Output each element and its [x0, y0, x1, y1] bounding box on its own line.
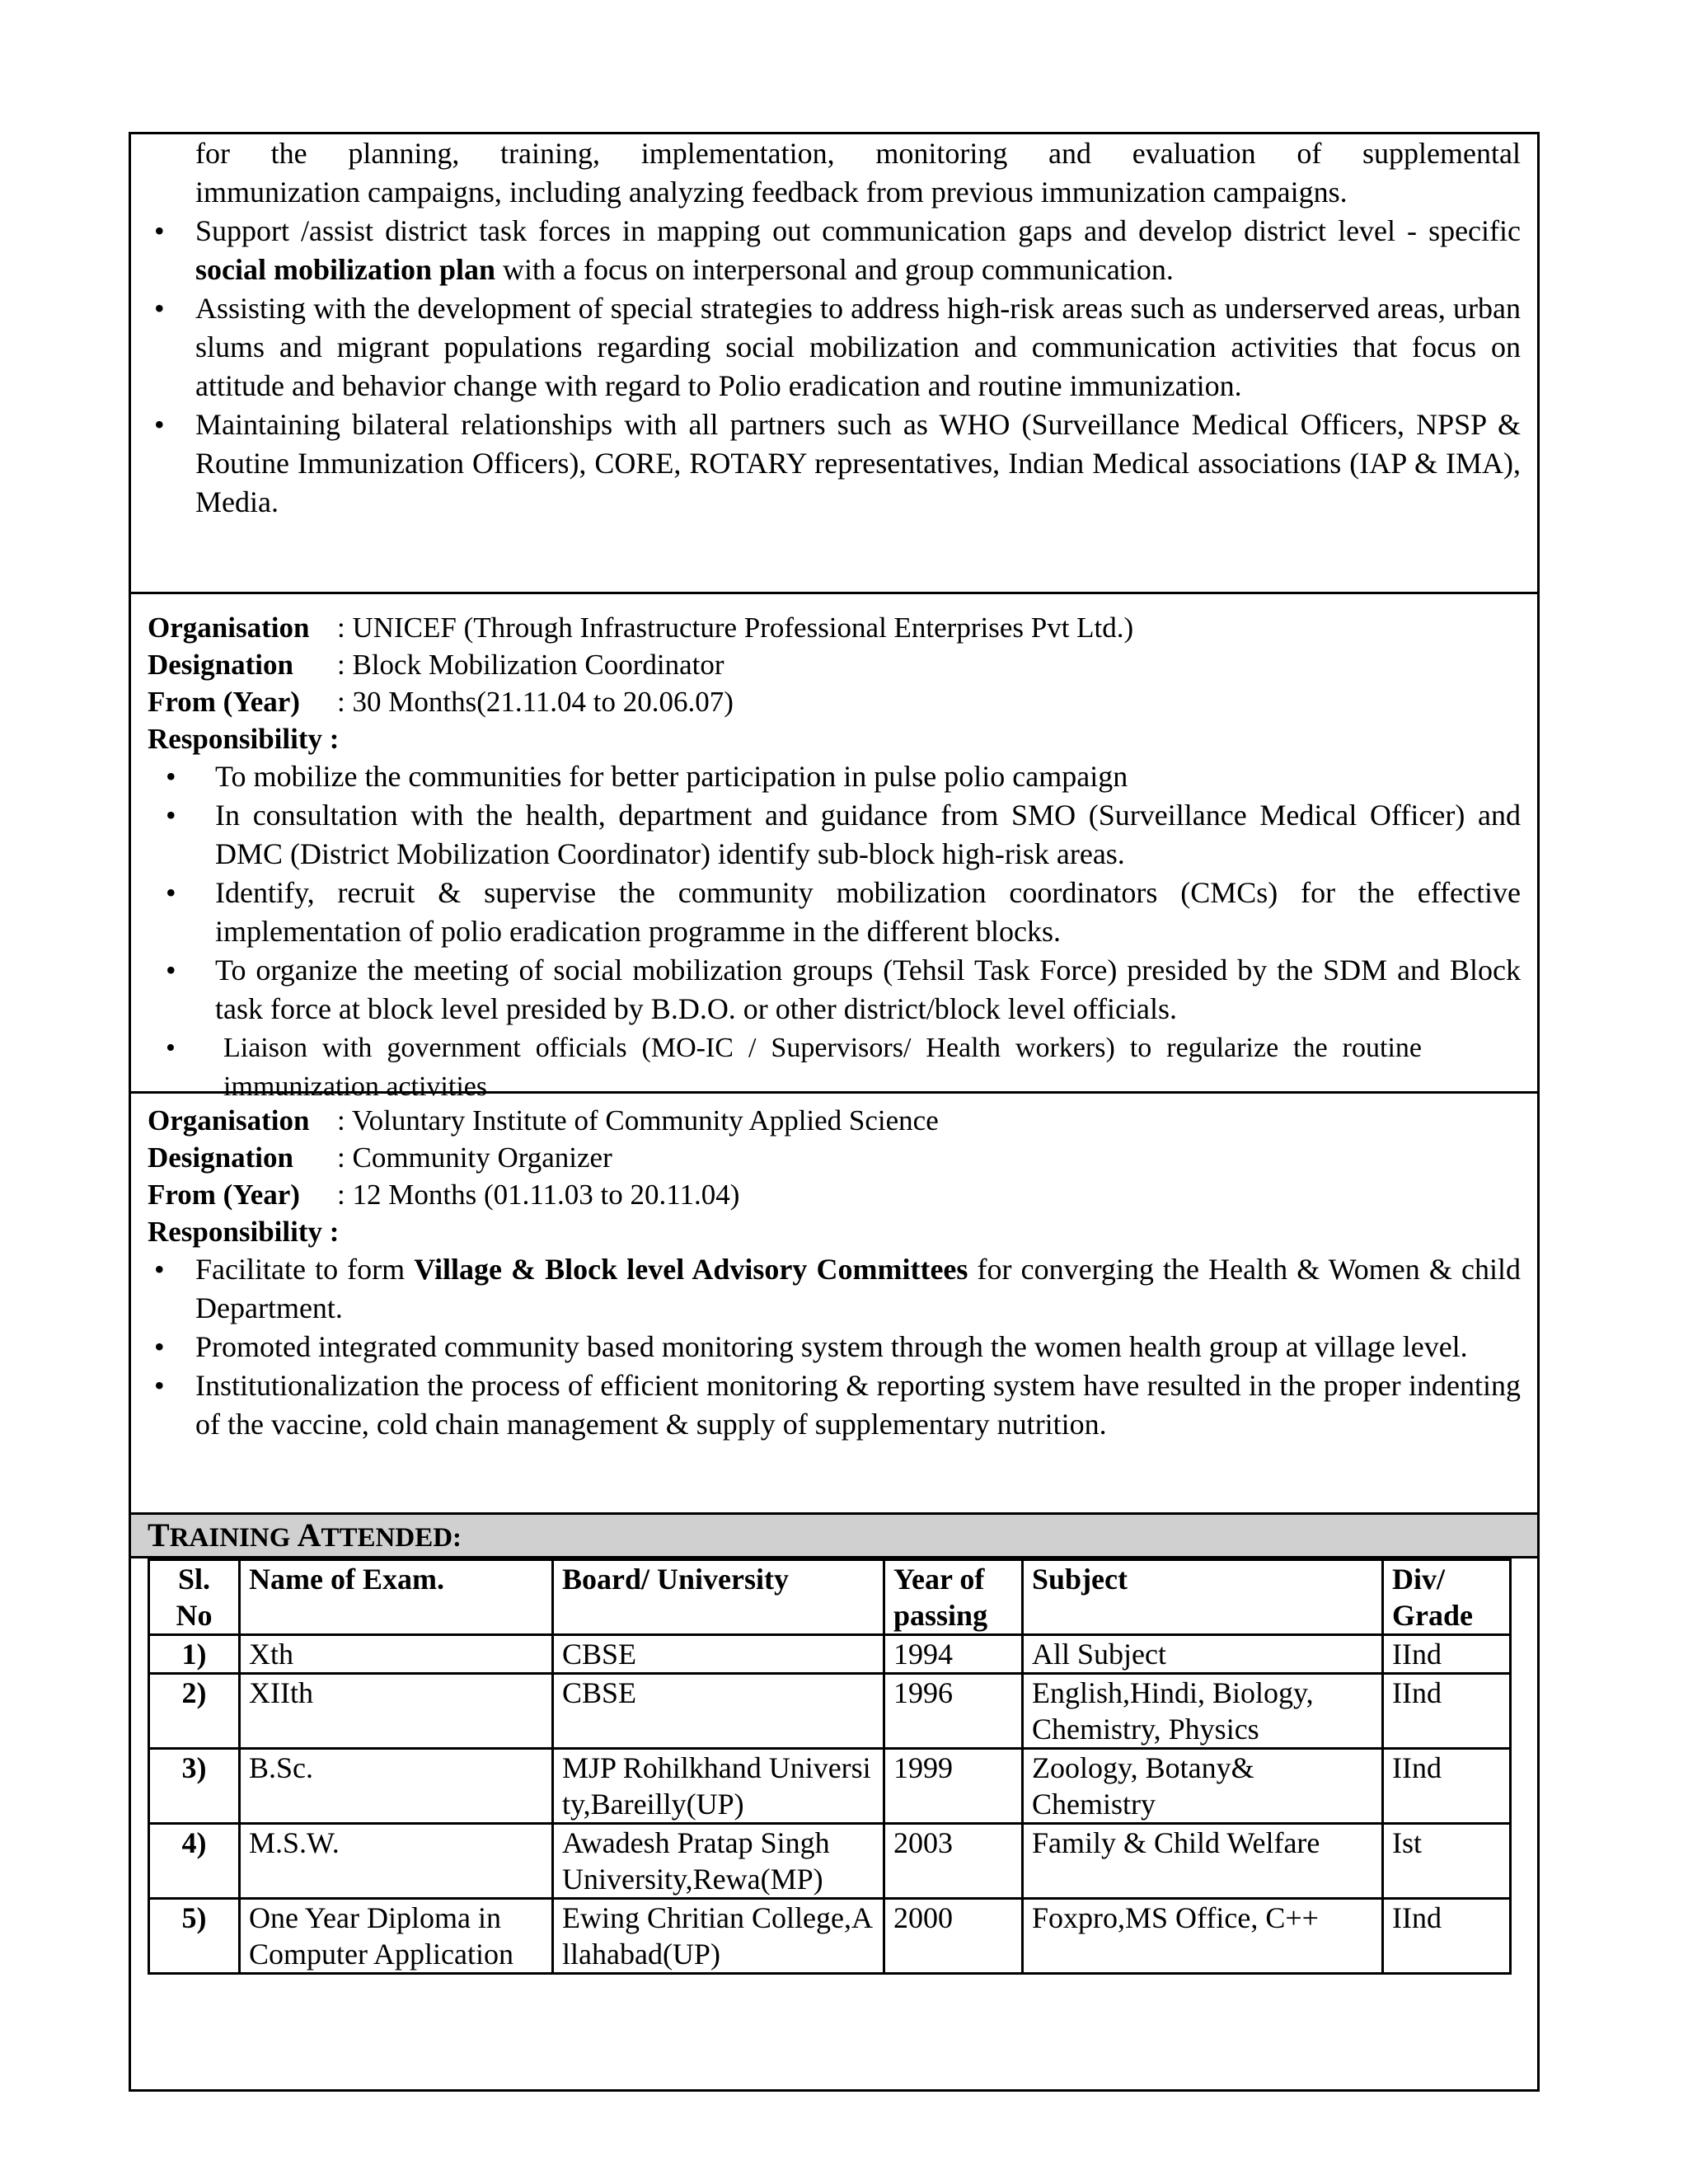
header-name-of-exam: Name of Exam.: [240, 1560, 553, 1635]
designation-label: Designation: [148, 1141, 293, 1174]
list-item: • Institutionalization the process of efficient monitoring & reporting system have resulted in the proper indenting of the vaccine, cold chain management & supply of supplementary nutrition.: [148, 1366, 1521, 1444]
list-item: • Facilitate to form Village & Block level Advisory Committees for converging the Health & Women & child Department.: [148, 1250, 1521, 1328]
bullet-icon: •: [154, 292, 165, 325]
unicef-responsibilities-list: [148, 757, 1521, 1106]
list-item: • To organize the meeting of social mobilization groups (Tehsil Task Force) presided by the SDM and Block task force at block level presided by B.D.O. or other district/block level officials.: [148, 951, 1521, 1029]
training-table: [148, 1558, 1512, 1975]
org-row: [148, 1102, 1521, 1139]
bullet-icon: •: [166, 1033, 176, 1063]
responsibility-label: Responsibility :: [148, 1216, 340, 1248]
job-vicas-section: [131, 1094, 1537, 1509]
bullet-icon: •: [154, 1369, 165, 1402]
bullet-icon: •: [154, 1253, 165, 1286]
job-unicef-section: [131, 594, 1537, 1102]
list-item: • In consultation with the health, department and guidance from SMO (Surveillance Medical Officer) and DMC (District Mobilization Coordinator) identify sub-block high-risk areas.: [148, 796, 1521, 874]
header-div-grade: Div/ Grade: [1383, 1560, 1511, 1635]
designation-label: Designation: [148, 649, 293, 681]
header-board-university: Board/ University: [553, 1560, 884, 1635]
from-label: From (Year): [148, 686, 300, 718]
from-row: [148, 683, 1521, 720]
list-item: • Support /assist district task forces in mapping out communication gaps and develop district level - specific social mobilization plan with a focus on interpersonal and group communication.: [148, 212, 1521, 289]
list-item: • Maintaining bilateral relationships with all partners such as WHO (Surveillance Medical Officers, NPSP & Routine Immunization Officers), CORE, ROTARY representatives, Indian Medical associations (IAP & IMA), Media.: [148, 405, 1521, 522]
table-row: 3) B.Sc. MJP Rohilkhand University,Bareilly(UP) 1999 Zoology, Botany& Chemistry IInd: [149, 1749, 1511, 1824]
previous-responsibilities-list: [148, 212, 1521, 522]
list-item: • Promoted integrated community based monitoring system through the women health group at village level.: [148, 1328, 1521, 1366]
from-row: [148, 1176, 1521, 1213]
lead-line-1: for the planning, training, implementation, monitoring and evaluation of supplemental: [195, 137, 1521, 170]
list-item: • Identify, recruit & supervise the community mobilization coordinators (CMCs) for the effective implementation of polio eradication programme in the different blocks.: [148, 874, 1521, 951]
designation-value: : Community Organizer: [337, 1141, 612, 1174]
org-label: Organisation: [148, 1104, 310, 1137]
lead-line-2: immunization campaigns, including analyzing feedback from previous immunization campaigns.: [195, 176, 1348, 209]
org-value: : UNICEF (Through Infrastructure Professional Enterprises Pvt Ltd.): [337, 612, 1134, 644]
from-label: From (Year): [148, 1179, 300, 1211]
table-row: 5) One Year Diploma in Computer Application Ewing Chritian College,Allahabad(UP) 2000 Foxpro,MS Office, C++ IInd: [149, 1899, 1511, 1974]
header-sl-no: Sl. No: [149, 1560, 240, 1635]
responsibility-label: Responsibility :: [148, 723, 340, 755]
bullet-icon: •: [166, 799, 176, 832]
vicas-responsibilities-list: [148, 1250, 1521, 1444]
resume-page: [129, 132, 1540, 2092]
header-subject: Subject: [1023, 1560, 1383, 1635]
org-row: [148, 609, 1521, 646]
from-value: : 12 Months (01.11.03 to 20.11.04): [337, 1179, 740, 1211]
designation-row: [148, 646, 1521, 683]
bullet-icon: •: [154, 1330, 165, 1363]
header-year-of-passing: Year of passing: [884, 1560, 1023, 1635]
bullet-icon: •: [166, 876, 176, 909]
designation-value: : Block Mobilization Coordinator: [337, 649, 724, 681]
table-row: 4) M.S.W. Awadesh Pratap Singh University,Rewa(MP) 2003 Family & Child Welfare Ist: [149, 1824, 1511, 1899]
bullet-icon: •: [154, 408, 165, 441]
bullet-icon: •: [166, 760, 176, 793]
previous-responsibilities-section: [131, 134, 1537, 594]
list-item: • Liaison with government officials (MO-IC / Supervisors/ Health workers) to regularize the routine immunization activities: [148, 1029, 1521, 1106]
designation-row: [148, 1139, 1521, 1176]
bullet-icon: •: [154, 214, 165, 247]
table-header-row: [149, 1560, 1511, 1635]
training-attended-heading: TRAINING ATTENDED:: [131, 1512, 1537, 1558]
from-value: : 30 Months(21.11.04 to 20.06.07): [337, 686, 734, 718]
table-row: 2) XIIth CBSE 1996 English,Hindi, Biology, Chemistry, Physics IInd: [149, 1674, 1511, 1749]
org-label: Organisation: [148, 612, 310, 644]
bullet-icon: •: [166, 954, 176, 987]
org-value: : Voluntary Institute of Community Applied Science: [337, 1104, 939, 1137]
list-item: • To mobilize the communities for better participation in pulse polio campaign: [148, 757, 1521, 796]
table-row: 1) Xth CBSE 1994 All Subject IInd: [149, 1635, 1511, 1674]
list-item: • Assisting with the development of special strategies to address high-risk areas such as underserved areas, urban slums and migrant populations regarding social mobilization and communication activities that focus on attitude and behavior change with regard to Polio eradication and routine immunization.: [148, 289, 1521, 405]
